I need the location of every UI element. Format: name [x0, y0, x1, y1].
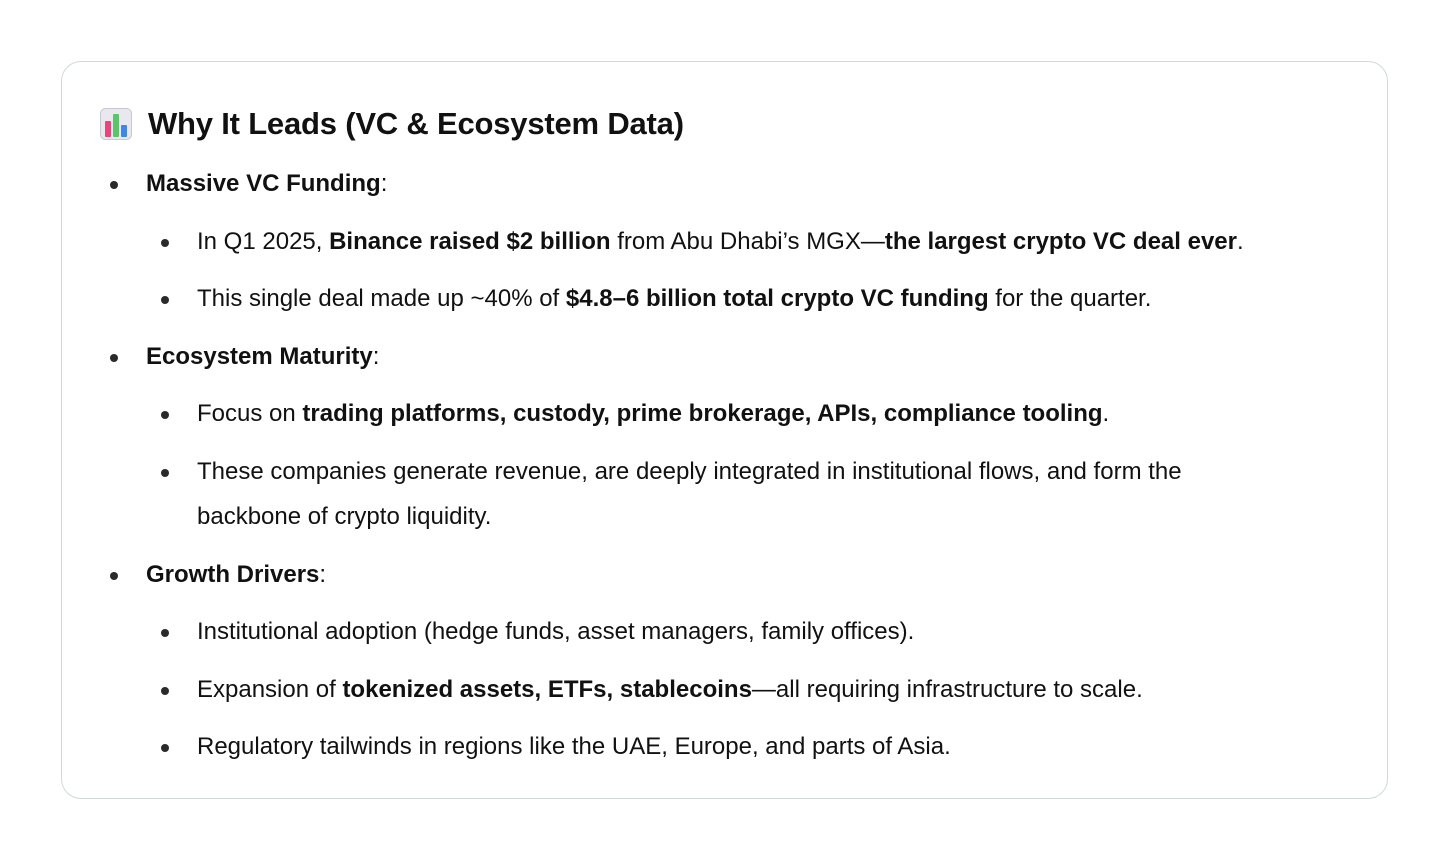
list-item-line-1: These companies generate revenue, are deeply integrated in institutional flows, and form the	[197, 458, 1182, 485]
section-title: Why It Leads (VC & Ecosystem Data)	[148, 106, 684, 141]
list-item: Institutional adoption (hedge funds, asset managers, family offices).	[197, 618, 915, 645]
list-item: This single deal made up ~40% of $4.8–6 billion total crypto VC funding for the quarter.	[197, 285, 1152, 312]
group-label: Massive VC Funding	[146, 170, 381, 197]
list-item: Regulatory tailwinds in regions like the UAE, Europe, and parts of Asia.	[197, 733, 951, 760]
group-heading-growth-drivers: Growth Drivers:	[146, 561, 327, 588]
bullet-dot	[110, 572, 118, 580]
bullet-dot	[161, 744, 169, 752]
section-heading	[100, 104, 684, 144]
bullet-dot	[161, 687, 169, 695]
bullet-dot	[110, 181, 118, 189]
group-label: Ecosystem Maturity	[146, 343, 373, 370]
group-heading-ecosystem-maturity: Ecosystem Maturity:	[146, 343, 380, 370]
bullet-dot	[161, 296, 169, 304]
list-item: In Q1 2025, Binance raised $2 billion from Abu Dhabi’s MGX—the largest crypto VC deal ever.	[197, 228, 1244, 255]
bullet-dot	[161, 469, 169, 477]
bullet-dot	[161, 411, 169, 419]
list-item-line-2: backbone of crypto liquidity.	[197, 503, 492, 530]
content-card	[61, 61, 1388, 799]
bullet-dot	[161, 239, 169, 247]
bullet-dot	[110, 354, 118, 362]
bullet-dot	[161, 629, 169, 637]
group-label: Growth Drivers	[146, 561, 320, 588]
list-item: Focus on trading platforms, custody, prime brokerage, APIs, compliance tooling.	[197, 400, 1110, 427]
bar-chart-icon	[100, 108, 132, 140]
group-heading-vc-funding: Massive VC Funding:	[146, 170, 388, 197]
list-item: Expansion of tokenized assets, ETFs, stablecoins—all requiring infrastructure to scale.	[197, 676, 1143, 703]
